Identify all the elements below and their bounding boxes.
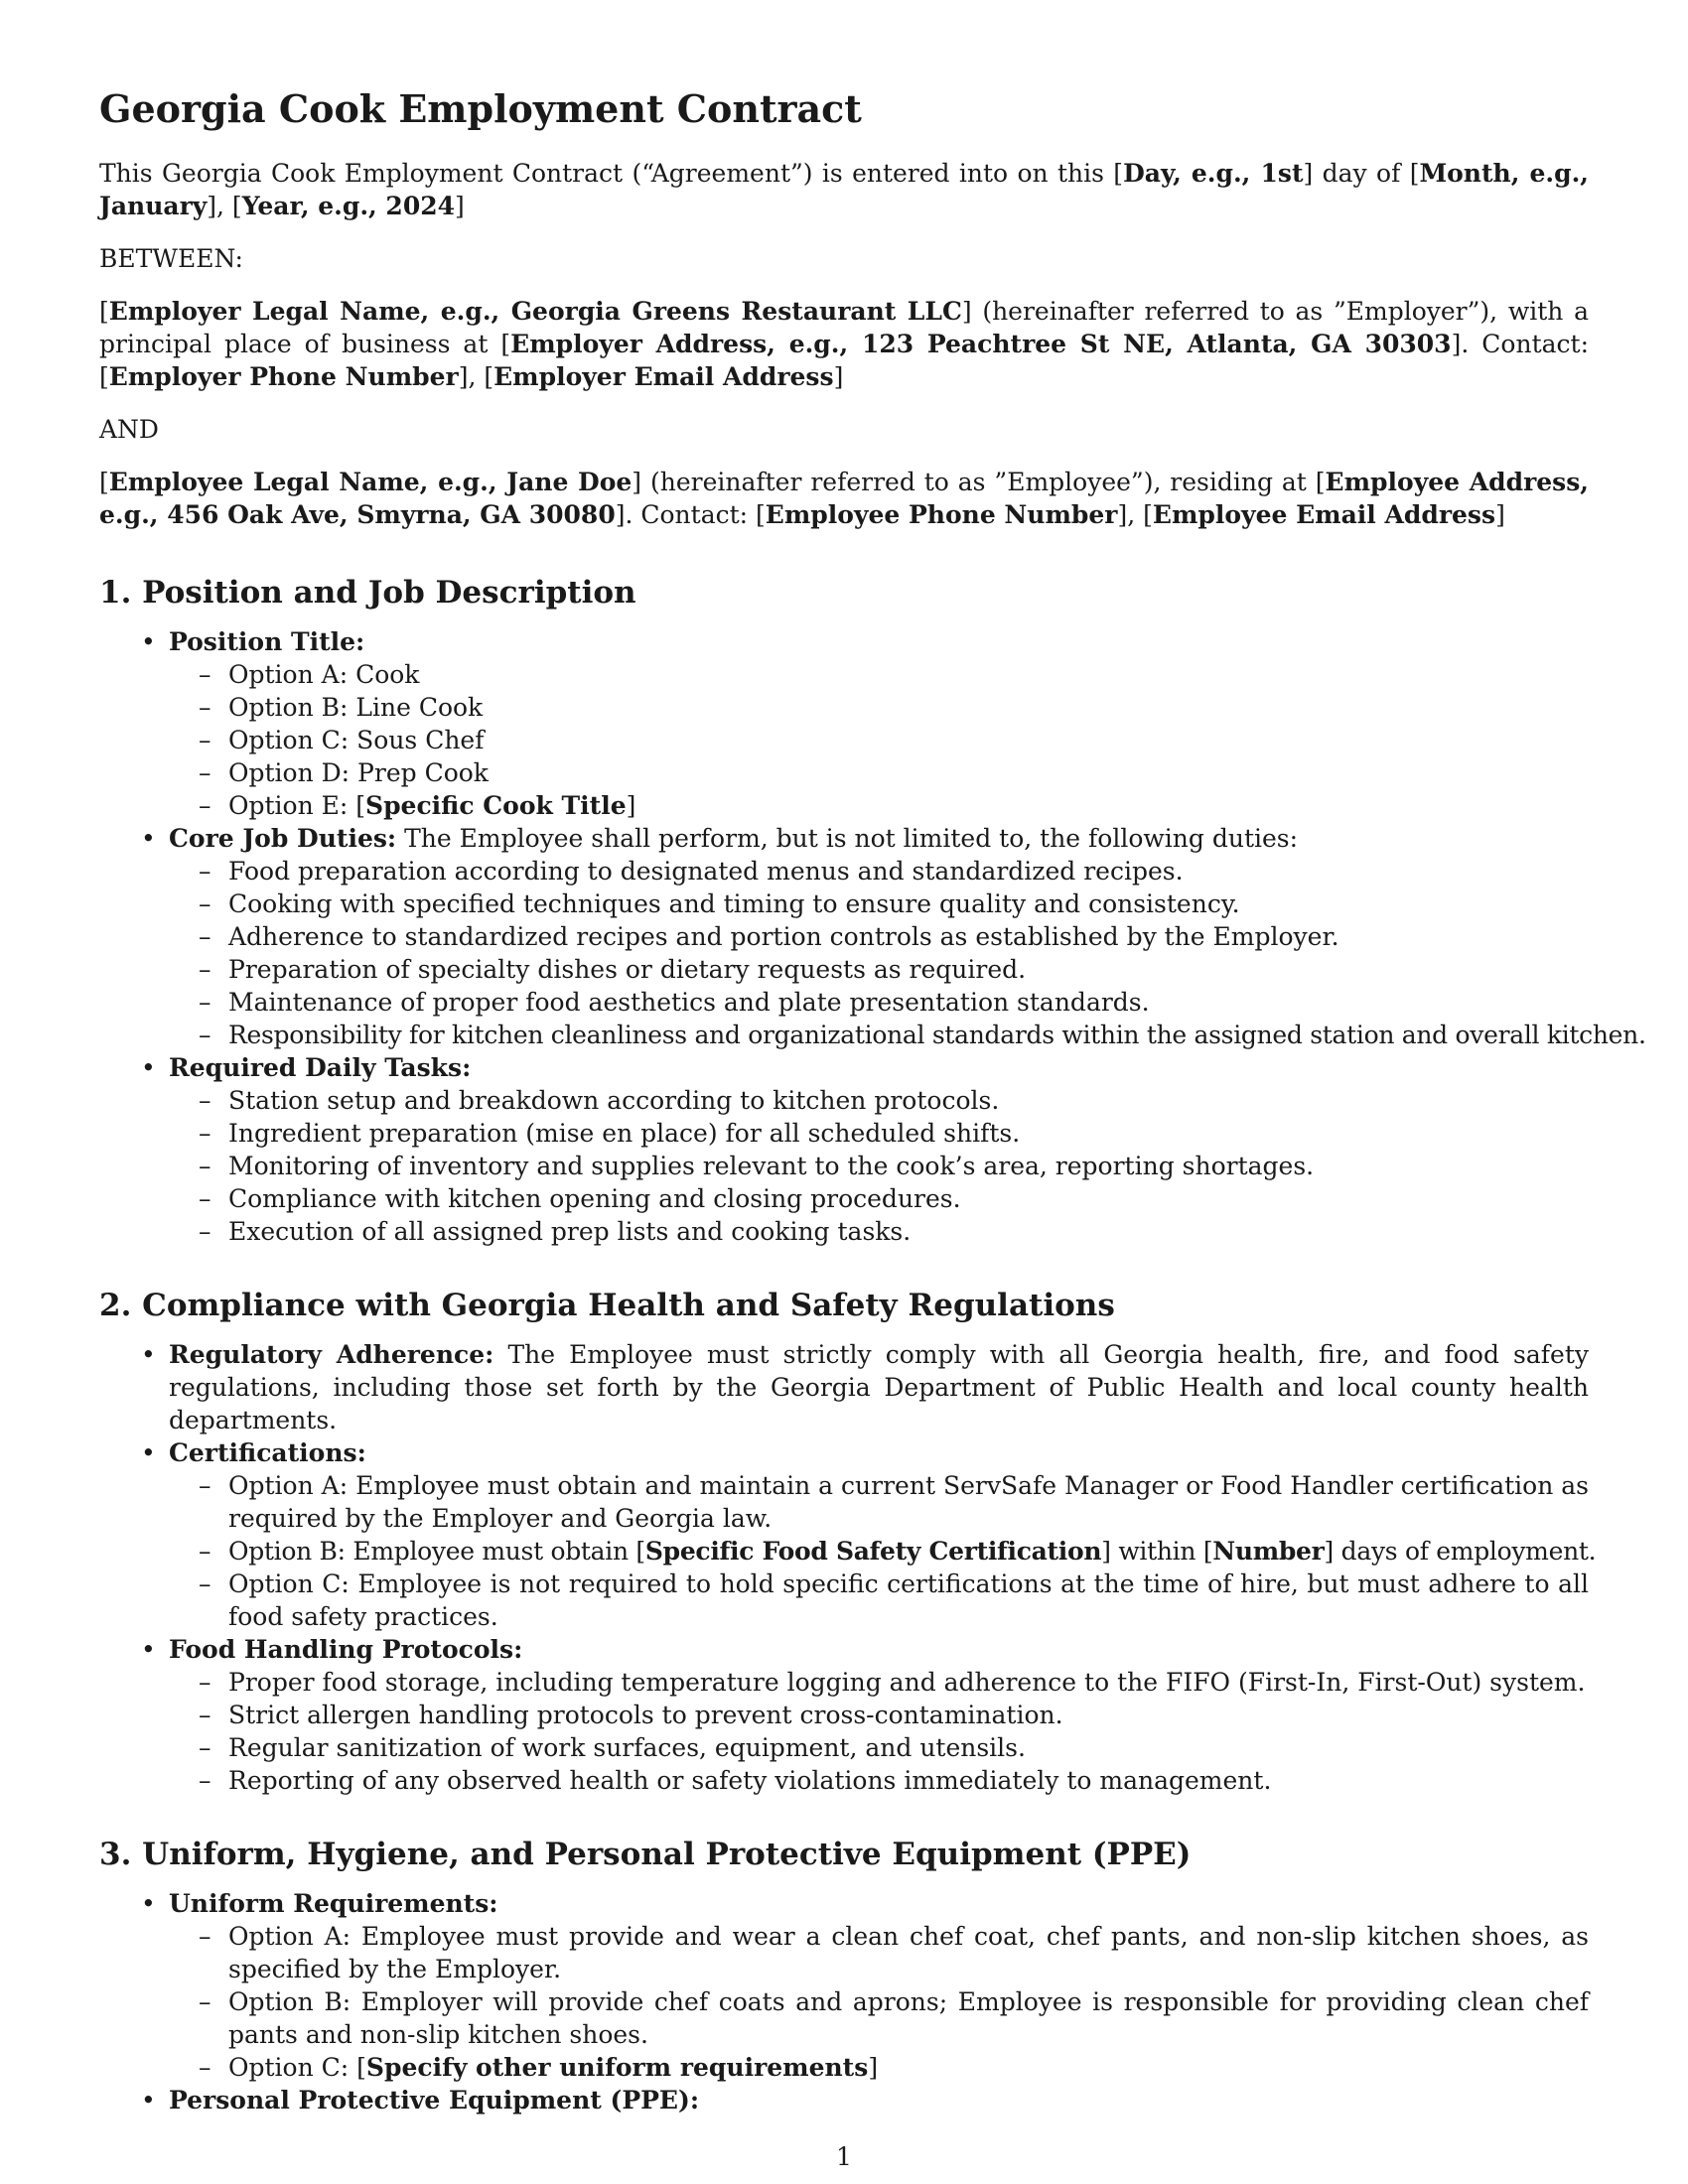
employee-name-placeholder: Employee Legal Name, e.g., Jane Doe (108, 467, 633, 496)
employer-paragraph: [Employer Legal Name, e.g., Georgia Greens Restaurant LLC] (hereinafter referred to as ”Employer”), with a principal place of business at [Employer Address, e.g., 123 Peachtree St NE, Atlanta, GA 30303]. Contact: [Employer Phone Number], [Employer Email Address] (99, 296, 1589, 391)
list-item: – Cooking with specified techniques and timing to ensure quality and consistency. (228, 887, 1589, 920)
list-item: • Position Title: – Option A: Cook – Option B: Line Cook – Option C: Sous Chef – Option D: Prep Cook – Option E: [Specific Cook Title] (169, 625, 1589, 822)
list-item: – Proper food storage, including temperature logging and adherence to the FIFO (First-In, First-Out) system. (228, 1666, 1589, 1699)
list-item: – Option A: Employee must provide and wear a clean chef coat, chef pants, and non-slip kitchen shoes, as specified by the Employer. (228, 1920, 1589, 1985)
list-item: – Option E: [Specific Cook Title] (228, 789, 1589, 822)
list-item: – Compliance with kitchen opening and closing procedures. (228, 1182, 1589, 1215)
list-item: – Option B: Employee must obtain [Specific Food Safety Certification] within [Number] days of employment. (228, 1535, 1589, 1568)
list-item: – Monitoring of inventory and supplies relevant to the cook’s area, reporting shortages. (228, 1150, 1589, 1182)
list-item: • Regulatory Adherence: The Employee must strictly comply with all Georgia health, fire, and food safety regulations, including those set forth by the Georgia Department of Public Health and local county health departments. (169, 1338, 1589, 1436)
list-item: – Option C: Employee is not required to hold specific certifications at the time of hire, but must adhere to all food safety practices. (228, 1568, 1589, 1633)
list-item: • Core Job Duties: The Employee shall perform, but is not limited to, the following duties: – Food preparation according to designated menus and standardized recipes. – Cooking with specified techniques and timing to ensure quality and consistency. – Adherence to standardized recipes and portion controls as established by the Employer. – Preparation of specialty dishes or dietary requests as required. – Maintenance of proper food aesthetics and plate presentation standards. – Responsibility for kitchen cleanliness and organizational standards within the assigned station and overall kitchen. (169, 822, 1589, 1051)
employer-name-placeholder: Employer Legal Name, e.g., Georgia Greens Restaurant LLC (108, 296, 962, 326)
list-item: • Required Daily Tasks: – Station setup and breakdown according to kitchen protocols. – Ingredient preparation (mise en place) for all scheduled shifts. – Monitoring of inventory and supplies relevant to the cook’s area, reporting shortages. – Compliance with kitchen opening and closing procedures. – Execution of all assigned prep lists and cooking tasks. (169, 1051, 1589, 1248)
list-item: – Option B: Line Cook (228, 691, 1589, 724)
list-item: • Food Handling Protocols: – Proper food storage, including temperature logging and adherence to the FIFO (First-In, First-Out) system. – Strict allergen handling protocols to prevent cross-contamination. – Regular sanitization of work surfaces, equipment, and utensils. – Reporting of any observed health or safety violations immediately to management. (169, 1633, 1589, 1797)
list-item: – Regular sanitization of work surfaces, equipment, and utensils. (228, 1731, 1589, 1764)
section-2-list (99, 1338, 1597, 1797)
document-title: Georgia Cook Employment Contract (99, 86, 862, 131)
list-item: – Option C: [Specify other uniform requirements] (228, 2051, 1589, 2084)
list-item: – Station setup and breakdown according to kitchen protocols. (228, 1084, 1589, 1117)
between-label: BETWEEN: (99, 243, 243, 273)
employer-email-placeholder: Employer Email Address (493, 361, 834, 391)
employee-email-placeholder: Employee Email Address (1152, 499, 1496, 529)
list-item: – Execution of all assigned prep lists and cooking tasks. (228, 1215, 1589, 1248)
list-item: • Uniform Requirements: – Option A: Employee must provide and wear a clean chef coat, chef pants, and non-slip kitchen shoes, as specified by the Employer. – Option B: Employer will provide chef coats and aprons; Employee is responsible for providing clean chef pants and non-slip kitchen shoes. – Option C: [Specify other uniform requirements] (169, 1887, 1589, 2084)
list-item: • Certifications: – Option A: Employee must obtain and maintain a current ServSafe Manager or Food Handler certification as required by the Employer and Georgia law. – Option B: Employee must obtain [Specific Food Safety Certification] within [Number] days of employment. – Option C: Employee is not required to hold specific certifications at the time of hire, but must adhere to all food safety practices. (169, 1436, 1589, 1633)
section-2-heading: 2. Compliance with Georgia Health and Safety Regulations (99, 1287, 1115, 1323)
year-placeholder: Year, e.g., 2024 (241, 191, 456, 220)
section-3-list (99, 1887, 1589, 2116)
section-1-heading: 1. Position and Job Description (99, 574, 636, 611)
list-item: – Option C: Sous Chef (228, 724, 1589, 756)
employee-address-placeholder: Employee Address, e.g., 456 Oak Ave, Smyrna, GA 30080 (99, 467, 1589, 529)
day-placeholder: Day, e.g., 1st (1123, 158, 1304, 188)
employee-paragraph: [Employee Legal Name, e.g., Jane Doe] (hereinafter referred to as ”Employee”), residing at [Employee Address, e.g., 456 Oak Ave, Smyrna, GA 30080]. Contact: [Employee Phone Number], [Employee Email Address] (99, 467, 1589, 529)
list-item: – Option A: Cook (228, 658, 1589, 691)
employee-phone-placeholder: Employee Phone Number (765, 499, 1118, 529)
section-3-heading: 3. Uniform, Hygiene, and Personal Protective Equipment (PPE) (99, 1837, 1192, 1873)
employer-address-placeholder: Employer Address, e.g., 123 Peachtree St NE, Atlanta, GA 30303 (510, 329, 1452, 358)
month-placeholder: Month, e.g., January (99, 158, 1590, 220)
page-number: 1 (836, 2142, 852, 2171)
list-item: – Strict allergen handling protocols to prevent cross-contamination. (228, 1699, 1589, 1731)
list-item: – Responsibility for kitchen cleanliness and organizational standards within the assigned station and overall kitchen. (228, 1019, 1589, 1051)
contract-page (99, 86, 1646, 2156)
list-item: – Option B: Employer will provide chef coats and aprons; Employee is responsible for providing clean chef pants and non-slip kitchen shoes. (228, 1985, 1589, 2051)
list-item: – Option D: Prep Cook (228, 756, 1589, 789)
employer-phone-placeholder: Employer Phone Number (108, 361, 459, 391)
section-1-list (99, 625, 1646, 1248)
list-item: • Personal Protective Equipment (PPE): (169, 2084, 1589, 2116)
list-item: – Food preparation according to designated menus and standardized recipes. (228, 855, 1589, 887)
list-item: – Maintenance of proper food aesthetics and plate presentation standards. (228, 986, 1589, 1019)
intro-paragraph: This Georgia Cook Employment Contract (“Agreement”) is entered into on this [Day, e.g., 1st] day of [Month, e.g., January], [Year, e.g., 2024] (99, 158, 1590, 220)
list-item: – Ingredient preparation (mise en place) for all scheduled shifts. (228, 1117, 1589, 1150)
list-item: – Reporting of any observed health or safety violations immediately to management. (228, 1764, 1589, 1797)
list-item: – Adherence to standardized recipes and portion controls as established by the Employer. (228, 920, 1589, 953)
list-item: – Preparation of specialty dishes or dietary requests as required. (228, 953, 1589, 986)
and-label: AND (99, 414, 159, 444)
list-item: – Option A: Employee must obtain and maintain a current ServSafe Manager or Food Handler certification as required by the Employer and Georgia law. (228, 1469, 1589, 1535)
